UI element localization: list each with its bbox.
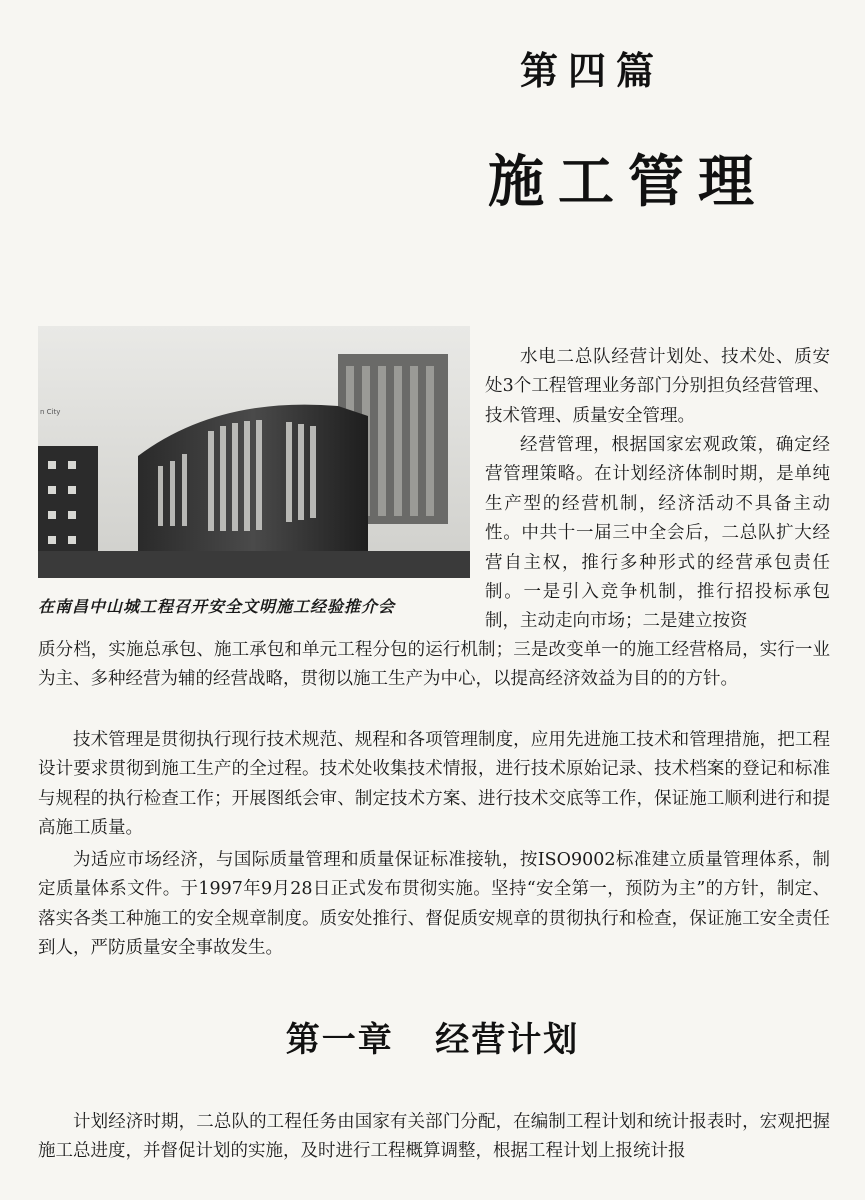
- part-title: 第四篇: [520, 48, 665, 93]
- paragraph-quality-safety: 为适应市场经济，与国际质量管理和质量保证标准接轨，按ISO9002标准建立质量管理体系，制定质量体系文件。于1997年9月28日正式发布贯彻实施。坚持“安全第一，预防为主”的方针，制定、落实各类工种施工的安全规章制度。质安处推行、督促质安规章的贯彻执行和检查，保证施工安全责任到人，严防质量安全事故发生。: [38, 850, 830, 959]
- photo-sign-text: n City: [40, 408, 61, 416]
- section-title: 施工管理: [488, 149, 768, 215]
- paragraph-planning: 计划经济时期，二总队的工程任务由国家有关部门分配，在编制工程计划和统计报表时，宏观把握施工总进度，并督促计划的实施，及时进行工程概算调整，根据工程计划上报统计报: [38, 1112, 830, 1162]
- paragraph-intro: 水电二总队经营计划处、技术处、质安处3个工程管理业务部门分别担负经营管理、技术管理、质量安全管理。: [485, 347, 830, 426]
- paragraph-business-management: 经营管理，根据国家宏观政策，确定经营管理策略。在计划经济体制时期，是单纯生产型的经营机制，经济活动不具备主动性。中共十一届三中全会后，二总队扩大经营自主权，推行多种形式的经营承包责任制。一是引入竞争机制，推行招投标承包制，主动走向市场；二是建立按资: [485, 435, 830, 632]
- paragraph-technical-management: 技术管理是贯彻执行现行技术规范、规程和各项管理制度，应用先进施工技术和管理措施，把工程设计要求贯彻到施工生产的全过程。技术处收集技术情报，进行技术原始记录、技术档案的登记和标准与规程的执行检查工作；开展图纸会审、制定技术方案、进行技术交底等工作，保证施工顺利进行和提高施工质量。: [38, 730, 830, 839]
- construction-site-photo: [38, 326, 470, 578]
- chapter-title: 第一章 经营计划: [285, 1020, 580, 1060]
- photo-caption: 在南昌中山城工程召开安全文明施工经验推介会: [38, 597, 396, 616]
- paragraph-business-management-continued: 质分档，实施总承包、施工承包和单元工程分包的运行机制；三是改变单一的施工经营格局，实行一业为主、多种经营为辅的经营战略，贯彻以施工生产为中心，以提高经济效益为目的的方针。: [38, 640, 830, 690]
- building-photo-graphic: [38, 326, 470, 578]
